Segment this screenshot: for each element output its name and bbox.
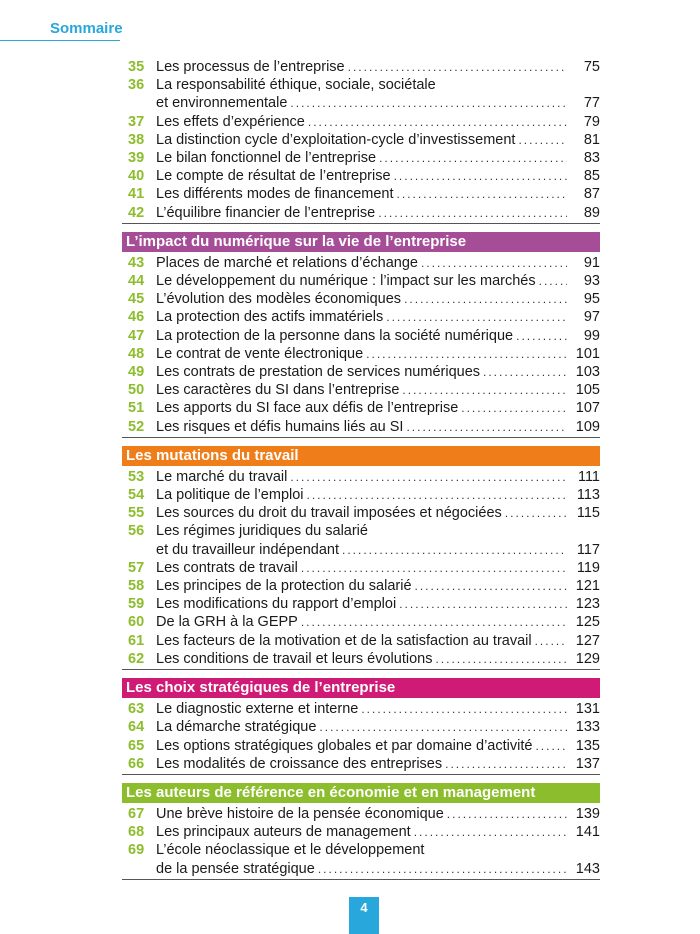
entry-page: 87 xyxy=(583,186,600,203)
entry-title: Le compte de résultat de l’entreprise xyxy=(156,168,391,185)
entry-number: 39 xyxy=(128,150,145,167)
dot-leader xyxy=(379,149,567,167)
dot-leader xyxy=(397,185,567,203)
dot-leader xyxy=(421,254,567,272)
entry-number: 62 xyxy=(128,650,145,667)
dot-leader xyxy=(505,504,567,522)
entry-page: 103 xyxy=(575,364,600,381)
entry-number: 37 xyxy=(128,113,145,130)
entry-title: L’école néoclassique et le développement xyxy=(156,842,425,859)
entry-page: 89 xyxy=(583,204,600,221)
entry-number: 46 xyxy=(128,309,145,326)
toc-entry[interactable] xyxy=(122,737,600,755)
toc-entry[interactable] xyxy=(122,345,600,363)
entry-title: La distinction cycle d’exploitation-cycle d’investissement xyxy=(156,131,516,148)
entry-page: 125 xyxy=(575,614,600,631)
entry-page: 137 xyxy=(575,755,600,772)
toc-entry[interactable] xyxy=(122,841,600,877)
entry-number: 59 xyxy=(128,596,145,613)
dot-leader xyxy=(301,613,567,631)
toc-entry[interactable] xyxy=(122,718,600,736)
toc-entry[interactable] xyxy=(122,418,600,436)
dot-leader xyxy=(366,345,567,363)
toc-section xyxy=(122,446,600,670)
entry-number: 43 xyxy=(128,254,145,271)
entry-number: 48 xyxy=(128,345,145,362)
entry-title: Places de marché et relations d’échange xyxy=(156,254,418,271)
section-separator xyxy=(122,669,600,670)
entry-title: et du travailleur indépendant xyxy=(156,541,339,558)
entry-number: 54 xyxy=(128,487,145,504)
dot-leader xyxy=(535,632,567,650)
entry-number: 55 xyxy=(128,505,145,522)
entry-number: 40 xyxy=(128,168,145,185)
dot-leader xyxy=(348,58,567,76)
entry-number: 52 xyxy=(128,418,145,435)
entry-page: 117 xyxy=(576,541,600,558)
dot-leader xyxy=(447,805,567,823)
dot-leader xyxy=(378,204,567,222)
entry-number: 56 xyxy=(128,523,145,540)
toc-entry[interactable] xyxy=(122,805,600,823)
entry-title: L’évolution des modèles économiques xyxy=(156,291,402,308)
entry-title: Les risques et défis humains liés au SI xyxy=(156,418,404,435)
toc-entry[interactable] xyxy=(122,131,600,149)
entry-title: La protection de la personne dans la société numérique xyxy=(156,327,514,344)
entry-title: La protection des actifs immatériels xyxy=(156,309,384,326)
toc-entry[interactable] xyxy=(122,254,600,272)
entry-page: 141 xyxy=(575,824,600,841)
dot-leader xyxy=(361,700,567,718)
entry-title: La politique de l’emploi xyxy=(156,487,304,504)
toc-section xyxy=(122,232,600,438)
entry-title: Les sources du droit du travail imposées et négociées xyxy=(156,505,502,522)
entry-title: Les caractères du SI dans l’entreprise xyxy=(156,382,400,399)
dot-leader xyxy=(386,308,567,326)
toc-entry[interactable] xyxy=(122,58,600,76)
dot-leader xyxy=(318,860,567,878)
toc-entry[interactable] xyxy=(122,559,600,577)
toc-entry[interactable] xyxy=(122,113,600,131)
entry-title: Les principaux auteurs de management xyxy=(156,824,411,841)
toc-section xyxy=(122,783,600,880)
entry-title: Les options stratégiques globales et par domaine d’activité xyxy=(156,737,533,754)
entry-title: Le développement du numérique : l’impact sur les marchés xyxy=(156,273,536,290)
entry-page: 77 xyxy=(583,95,600,112)
dot-leader xyxy=(290,94,567,112)
entry-title: Une brève histoire de la pensée économique xyxy=(156,805,444,822)
entry-number: 63 xyxy=(128,701,145,718)
entry-page: 91 xyxy=(583,254,600,271)
entry-page: 97 xyxy=(583,309,600,326)
entry-page: 93 xyxy=(583,273,600,290)
entry-page: 143 xyxy=(575,860,600,877)
entry-number: 47 xyxy=(128,327,145,344)
toc-entry[interactable] xyxy=(122,272,600,290)
entry-page: 119 xyxy=(576,559,600,576)
entry-number: 50 xyxy=(128,382,145,399)
table-of-contents xyxy=(122,58,600,886)
page-header xyxy=(0,0,700,44)
entry-title: La démarche stratégique xyxy=(156,719,317,736)
dot-leader xyxy=(539,272,567,290)
entry-number: 60 xyxy=(128,614,145,631)
dot-leader xyxy=(308,113,567,131)
entry-title: Les effets d’expérience xyxy=(156,113,305,130)
entry-page: 127 xyxy=(575,632,600,649)
page-number: 4 xyxy=(360,900,368,915)
dot-leader xyxy=(415,577,567,595)
dot-leader xyxy=(399,595,567,613)
entry-number: 36 xyxy=(128,77,145,94)
entry-title: De la GRH à la GEPP xyxy=(156,614,298,631)
toc-entry[interactable] xyxy=(122,700,600,718)
entry-title: et environnementale xyxy=(156,95,288,112)
toc-entry[interactable] xyxy=(122,468,600,486)
entry-title: Les facteurs de la motivation et de la satisfaction au travail xyxy=(156,632,532,649)
dot-leader xyxy=(406,418,567,436)
toc-section xyxy=(122,678,600,775)
entry-number: 69 xyxy=(128,842,145,859)
section-heading: Les choix stratégiques de l’entreprise xyxy=(122,678,600,698)
dot-leader xyxy=(516,327,567,345)
entry-title: Le contrat de vente électronique xyxy=(156,345,364,362)
entry-page: 105 xyxy=(575,382,600,399)
toc-entry[interactable] xyxy=(122,755,600,773)
entry-title: Les différents modes de financement xyxy=(156,186,394,203)
entry-number: 44 xyxy=(128,273,145,290)
entry-page: 95 xyxy=(583,291,600,308)
dot-leader xyxy=(404,290,567,308)
entry-number: 67 xyxy=(128,805,145,822)
entry-number: 41 xyxy=(128,186,145,203)
toc-entry[interactable] xyxy=(122,327,600,345)
entry-page: 75 xyxy=(583,59,600,75)
entry-number: 64 xyxy=(128,719,145,736)
entry-page: 99 xyxy=(583,327,600,344)
toc-entry[interactable] xyxy=(122,204,600,222)
dot-leader xyxy=(518,131,567,149)
section-heading: L’impact du numérique sur la vie de l’entreprise xyxy=(122,232,600,252)
entry-page: 83 xyxy=(583,150,600,167)
entry-page: 109 xyxy=(575,418,600,435)
toc-entry[interactable] xyxy=(122,149,600,167)
entry-number: 45 xyxy=(128,291,145,308)
toc-entry[interactable] xyxy=(122,167,600,185)
entry-number: 53 xyxy=(128,468,145,485)
section-heading: Les auteurs de référence en économie et en management xyxy=(122,783,600,803)
entry-page: 81 xyxy=(583,131,600,148)
entry-page: 107 xyxy=(575,400,600,417)
entry-title: de la pensée stratégique xyxy=(156,860,315,877)
entry-page: 139 xyxy=(575,805,600,822)
toc-entry[interactable] xyxy=(122,613,600,631)
entry-title: Les contrats de travail xyxy=(156,559,298,576)
entry-page: 123 xyxy=(575,596,600,613)
toc-entry[interactable] xyxy=(122,577,600,595)
entry-page: 85 xyxy=(583,168,600,185)
toc-entry[interactable] xyxy=(122,486,600,504)
dot-leader xyxy=(445,755,567,773)
section-separator xyxy=(122,223,600,224)
header-underline xyxy=(0,40,120,41)
entry-number: 57 xyxy=(128,559,145,576)
dot-leader xyxy=(394,167,567,185)
entry-number: 58 xyxy=(128,578,145,595)
entry-title: Les modalités de croissance des entreprises xyxy=(156,755,443,772)
toc-entry[interactable] xyxy=(122,363,600,381)
toc-entry[interactable] xyxy=(122,595,600,613)
entry-number: 65 xyxy=(128,737,145,754)
entry-page: 115 xyxy=(576,505,600,522)
entry-page: 113 xyxy=(576,487,600,504)
toc-entry[interactable] xyxy=(122,632,600,650)
dot-leader xyxy=(290,468,567,486)
entry-title: La responsabilité éthique, sociale, sociétale xyxy=(156,77,436,94)
entry-page: 129 xyxy=(575,650,600,667)
entry-page: 131 xyxy=(575,701,600,718)
page-title: Sommaire xyxy=(50,20,123,37)
dot-leader xyxy=(301,559,567,577)
entry-number: 61 xyxy=(128,632,145,649)
dot-leader xyxy=(307,486,567,504)
section-separator xyxy=(122,774,600,775)
toc-entry[interactable] xyxy=(122,504,600,522)
entry-title: Les contrats de prestation de services numériques xyxy=(156,364,481,381)
toc-entry[interactable] xyxy=(122,381,600,399)
toc-entry[interactable] xyxy=(122,185,600,203)
dot-leader xyxy=(435,650,567,668)
entry-number: 35 xyxy=(128,59,145,75)
entry-title: Le marché du travail xyxy=(156,468,288,485)
entry-page: 133 xyxy=(575,719,600,736)
entry-title: Le diagnostic externe et interne xyxy=(156,701,359,718)
entry-number: 49 xyxy=(128,364,145,381)
page-number-box xyxy=(349,897,379,934)
entry-page: 121 xyxy=(575,578,600,595)
entry-page: 79 xyxy=(583,113,600,130)
dot-leader xyxy=(319,718,567,736)
dot-leader xyxy=(414,823,567,841)
section-separator xyxy=(122,437,600,438)
section-heading: Les mutations du travail xyxy=(122,446,600,466)
toc-entry[interactable] xyxy=(122,522,600,558)
entry-number: 68 xyxy=(128,824,145,841)
toc-entry[interactable] xyxy=(122,399,600,417)
toc-entry[interactable] xyxy=(122,650,600,668)
entry-number: 51 xyxy=(128,400,145,417)
entry-number: 66 xyxy=(128,755,145,772)
dot-leader xyxy=(461,399,567,417)
entry-title: Les apports du SI face aux défis de l’entreprise xyxy=(156,400,459,417)
dot-leader xyxy=(483,363,567,381)
entry-title: Le bilan fonctionnel de l’entreprise xyxy=(156,150,377,167)
entry-page: 101 xyxy=(575,345,600,362)
entry-title: Les régimes juridiques du salarié xyxy=(156,523,368,540)
toc-section xyxy=(122,58,600,224)
entry-number: 38 xyxy=(128,131,145,148)
entry-page: 111 xyxy=(577,468,600,485)
entry-title: Les modifications du rapport d’emploi xyxy=(156,596,397,613)
toc-entry[interactable] xyxy=(122,308,600,326)
dot-leader xyxy=(342,541,567,559)
entry-page: 135 xyxy=(575,737,600,754)
toc-entry[interactable] xyxy=(122,76,600,112)
entry-title: Les principes de la protection du salarié xyxy=(156,578,412,595)
toc-entry[interactable] xyxy=(122,823,600,841)
toc-entry[interactable] xyxy=(122,290,600,308)
entry-title: Les processus de l’entreprise xyxy=(156,59,345,75)
entry-number: 42 xyxy=(128,204,145,221)
entry-title: Les conditions de travail et leurs évolutions xyxy=(156,650,433,667)
entry-title: L’équilibre financier de l’entreprise xyxy=(156,204,376,221)
dot-leader xyxy=(535,737,567,755)
section-separator xyxy=(122,879,600,880)
dot-leader xyxy=(402,381,567,399)
